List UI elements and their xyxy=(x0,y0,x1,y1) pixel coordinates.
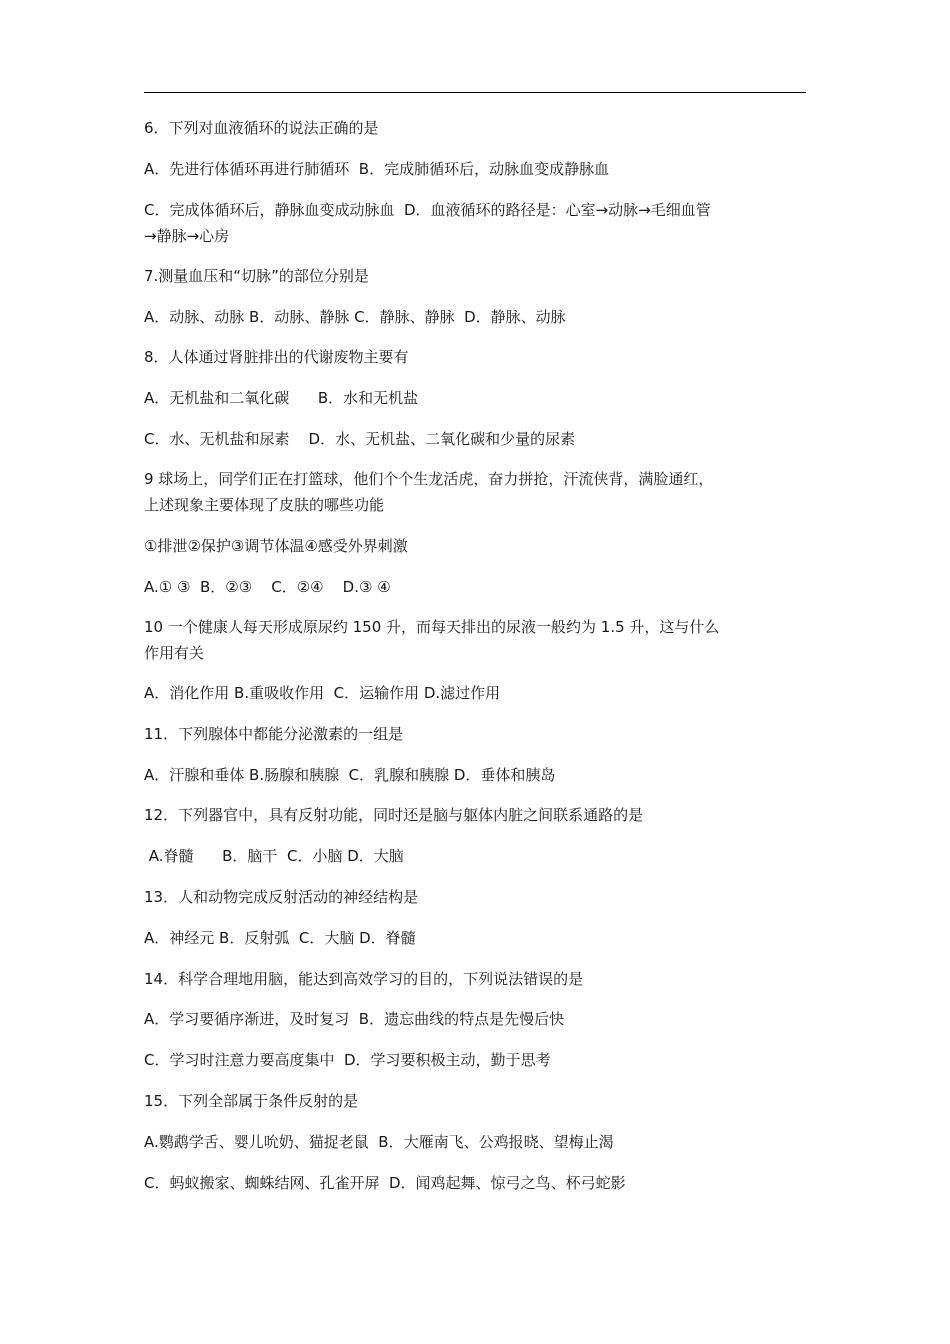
question-10-stem: 10 一个健康人每天形成原尿约 150 升，而每天排出的尿液一般约为 1.5 升，这与什么 xyxy=(144,618,720,636)
question-15-options-ab: A.鹦鹉学舌、婴儿吮奶、猫捉老鼠 B．大雁南飞、公鸡报晓、望梅止渴 xyxy=(144,1133,614,1151)
question-8-options-ab: A．无机盐和二氧化碳 B．水和无机盐 xyxy=(144,389,419,407)
question-11-options: A．汗腺和垂体 B.肠腺和胰腺 C．乳腺和胰腺 D．垂体和胰岛 xyxy=(144,766,556,784)
question-9-stem: 9 球场上，同学们正在打篮球，他们个个生龙活虎，奋力拼抢，汗流侠背，满脸通红， xyxy=(144,470,714,488)
question-7-stem: 7.测量血压和“切脉”的部位分别是 xyxy=(144,267,369,285)
question-14-options-ab: A．学习要循序渐进，及时复习 B．遗忘曲线的特点是先慢后快 xyxy=(144,1010,565,1028)
question-11-stem: 11．下列腺体中都能分泌激素的一组是 xyxy=(144,725,404,743)
question-12-stem: 12．下列器官中，具有反射功能，同时还是脑与躯体内脏之间联系通路的是 xyxy=(144,806,644,824)
question-13-stem: 13．人和动物完成反射活动的神经结构是 xyxy=(144,888,419,906)
question-12-options: A.脊髓 B．脑干 C．小脑 D．大脑 xyxy=(144,847,404,865)
question-6-stem: 6．下列对血液循环的说法正确的是 xyxy=(144,119,379,137)
question-13-options: A．神经元 B．反射弧 C．大脑 D．脊髓 xyxy=(144,929,416,947)
question-15-stem: 15．下列全部属于条件反射的是 xyxy=(144,1092,359,1110)
question-10-options: A．消化作用 B.重吸收作用 C．运输作用 D.滤过作用 xyxy=(144,684,501,702)
question-14-stem: 14．科学合理地用脑，能达到高效学习的目的，下列说法错误的是 xyxy=(144,970,584,988)
question-6-options-cd-continued: →静脉→心房 xyxy=(144,227,230,245)
question-9-options: A.① ③ B．②③ C．②④ D.③ ④ xyxy=(144,578,391,596)
question-6-options-cd: C．完成体循环后，静脉血变成动脉血 D．血液循环的路径是：心室→动脉→毛细血管 xyxy=(144,201,711,219)
question-8-stem: 8．人体通过肾脏排出的代谢废物主要有 xyxy=(144,348,409,366)
question-9-stem-continued: 上述现象主要体现了皮肤的哪些功能 xyxy=(144,496,385,514)
question-6-options-ab: A．先进行体循环再进行肺循环 B．完成肺循环后，动脉血变成静脉血 xyxy=(144,160,610,178)
question-9-function-list: ①排泄②保护③调节体温④感受外界刺激 xyxy=(144,537,408,555)
question-14-options-cd: C．学习时注意力要高度集中 D．学习要积极主动，勤于思考 xyxy=(144,1051,551,1069)
header-rule xyxy=(144,92,806,93)
question-10-stem-continued: 作用有关 xyxy=(144,644,205,662)
question-8-options-cd: C．水、无机盐和尿素 D．水、无机盐、二氧化碳和少量的尿素 xyxy=(144,430,576,448)
question-15-options-cd: C．蚂蚁搬家、蜘蛛结网、孔雀开屏 D．闻鸡起舞、惊弓之鸟、杯弓蛇影 xyxy=(144,1174,626,1192)
question-7-options: A．动脉、动脉 B．动脉、静脉 C．静脉、静脉 D．静脉、动脉 xyxy=(144,308,566,326)
